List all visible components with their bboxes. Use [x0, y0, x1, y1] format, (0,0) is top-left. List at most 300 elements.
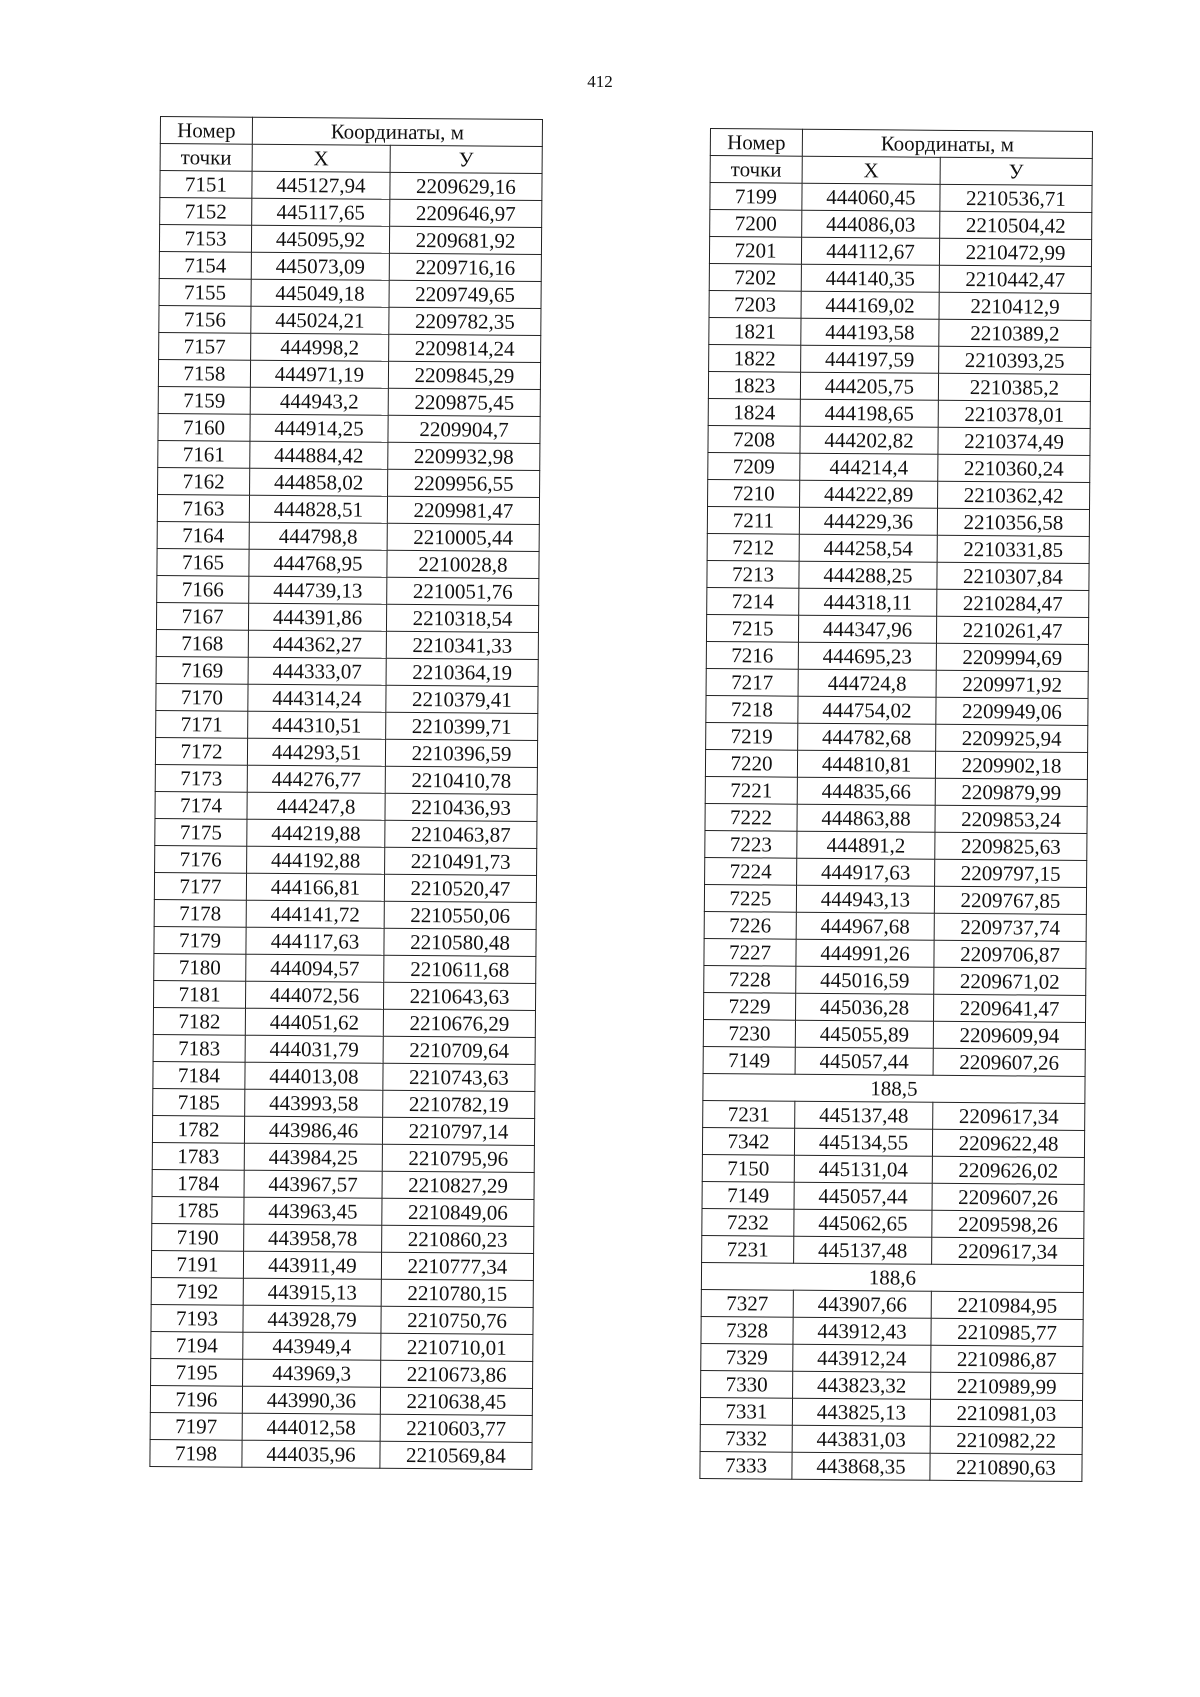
point-number-cell: 7174	[155, 791, 247, 819]
x-coordinate-cell: 444695,23	[798, 642, 936, 670]
x-header: X	[802, 156, 940, 184]
table-row	[153, 1034, 535, 1064]
x-coordinate-cell: 444214,4	[800, 453, 938, 481]
table-row	[156, 629, 538, 659]
point-number-cell: 7157	[159, 332, 251, 360]
point-number-cell: 7151	[160, 171, 252, 199]
x-coordinate-cell: 444333,07	[248, 657, 386, 685]
table-row	[703, 1100, 1085, 1130]
point-number-cell: 7328	[701, 1316, 793, 1344]
y-coordinate-cell: 2210520,47	[384, 874, 536, 902]
point-number-cell: 7217	[706, 668, 798, 696]
y-coordinate-cell: 2210284,47	[937, 589, 1089, 617]
table-row	[152, 1169, 534, 1199]
y-coordinate-cell: 2210982,22	[930, 1426, 1082, 1454]
y-coordinate-cell: 2209706,87	[934, 940, 1086, 968]
table-row	[157, 521, 539, 551]
table-row	[706, 722, 1088, 752]
y-coordinate-cell: 2209981,47	[387, 496, 539, 524]
y-coordinate-cell: 2210393,25	[939, 346, 1091, 374]
x-coordinate-cell: 444891,2	[797, 831, 935, 859]
point-number-cell: 7180	[154, 953, 246, 981]
point-number-cell: 7209	[708, 452, 800, 480]
y-coordinate-cell: 2209607,26	[932, 1183, 1084, 1211]
y-coordinate-cell: 2209737,74	[934, 913, 1086, 941]
point-number-cell: 7214	[707, 587, 799, 615]
table-row	[701, 1289, 1083, 1319]
table-row	[154, 926, 536, 956]
point-number-cell: 7164	[157, 521, 249, 549]
point-number-cell: 1782	[152, 1115, 244, 1143]
point-number-cell: 1823	[708, 371, 800, 399]
table-row	[706, 614, 1088, 644]
table-row	[706, 641, 1088, 671]
point-number-cell: 7166	[157, 575, 249, 603]
point-number-cell: 7216	[706, 641, 798, 669]
point-number-cell: 7169	[156, 656, 248, 684]
point-number-cell: 7185	[153, 1088, 245, 1116]
table-row	[158, 440, 540, 470]
table-row	[156, 683, 538, 713]
coordinates-table-left	[149, 116, 543, 1470]
y-coordinate-cell: 2209622,48	[932, 1129, 1084, 1157]
table-row	[157, 548, 539, 578]
table-row	[157, 575, 539, 605]
coordinates-header: Координаты, м	[252, 117, 542, 146]
x-coordinate-cell: 444858,02	[250, 468, 388, 496]
point-number-cell: 7327	[701, 1289, 793, 1317]
x-coordinate-cell: 443986,46	[244, 1116, 382, 1144]
point-number-cell: 7213	[707, 560, 799, 588]
table-row	[153, 1088, 535, 1118]
coordinates-table-right	[699, 128, 1093, 1482]
y-coordinate-cell: 2209716,16	[389, 253, 541, 281]
table-row	[702, 1127, 1084, 1157]
point-number-cell: 7175	[155, 818, 247, 846]
section-label: 188,5	[703, 1073, 1085, 1103]
table-row	[700, 1451, 1082, 1481]
point-number-cell: 7331	[700, 1397, 792, 1425]
x-coordinate-cell: 444192,88	[247, 846, 385, 874]
table-row	[155, 791, 537, 821]
y-coordinate-cell: 2210780,15	[381, 1279, 533, 1307]
point-number-cell: 7203	[709, 290, 801, 318]
y-coordinate-cell: 2210436,93	[385, 793, 537, 821]
table-row	[700, 1397, 1082, 1427]
point-number-header-line2: точки	[160, 144, 252, 172]
y-coordinate-cell: 2210362,42	[938, 481, 1090, 509]
point-number-cell: 7228	[704, 965, 796, 993]
y-coordinate-cell: 2209932,98	[388, 442, 540, 470]
x-coordinate-cell: 445055,89	[795, 1020, 933, 1048]
x-coordinate-cell: 444724,8	[798, 669, 936, 697]
y-coordinate-cell: 2209904,7	[388, 415, 540, 443]
y-coordinate-cell: 2210410,78	[385, 766, 537, 794]
x-coordinate-cell: 444258,54	[799, 534, 937, 562]
point-number-cell: 7163	[157, 494, 249, 522]
table-row	[704, 938, 1086, 968]
point-number-cell: 1785	[152, 1196, 244, 1224]
x-coordinate-cell: 443963,45	[244, 1197, 382, 1225]
table-row	[151, 1331, 533, 1361]
x-coordinate-cell: 444219,88	[247, 819, 385, 847]
coordinates-header: Координаты, м	[802, 129, 1092, 158]
table-row	[710, 183, 1092, 213]
y-coordinate-cell: 2210603,77	[380, 1414, 532, 1442]
x-coordinate-cell: 444112,67	[801, 237, 939, 265]
x-coordinate-cell: 445095,92	[251, 225, 389, 253]
point-number-cell: 7200	[710, 210, 802, 238]
table-row	[703, 1019, 1085, 1049]
point-number-cell: 7332	[700, 1424, 792, 1452]
point-number-cell: 7160	[158, 413, 250, 441]
table-row	[150, 1439, 532, 1469]
table-row	[709, 344, 1091, 374]
y-coordinate-cell: 2210378,01	[938, 400, 1090, 428]
x-coordinate-cell: 445049,18	[251, 279, 389, 307]
y-coordinate-cell: 2209902,18	[935, 751, 1087, 779]
table-row	[156, 602, 538, 632]
table-row	[708, 425, 1090, 455]
x-coordinate-cell: 443911,49	[243, 1251, 381, 1279]
point-number-cell: 7220	[705, 749, 797, 777]
y-coordinate-cell: 2209598,26	[932, 1210, 1084, 1238]
y-coordinate-cell: 2210569,84	[380, 1441, 532, 1469]
x-coordinate-cell: 444884,42	[250, 441, 388, 469]
x-coordinate-cell: 443949,4	[243, 1332, 381, 1360]
x-coordinate-cell: 444140,35	[801, 264, 939, 292]
table-row	[700, 1424, 1082, 1454]
table-row	[707, 533, 1089, 563]
x-coordinate-cell: 444967,68	[796, 912, 934, 940]
y-coordinate-cell: 2209609,94	[933, 1021, 1085, 1049]
table-row	[709, 290, 1091, 320]
x-coordinate-cell: 443928,79	[243, 1305, 381, 1333]
point-number-cell: 1822	[709, 344, 801, 372]
table-row	[151, 1304, 533, 1334]
point-number-cell: 7329	[701, 1343, 793, 1371]
point-number-cell: 7150	[702, 1154, 794, 1182]
x-coordinate-cell: 444117,63	[246, 927, 384, 955]
x-coordinate-cell: 444943,2	[250, 387, 388, 415]
y-coordinate-cell: 2209845,29	[388, 361, 540, 389]
y-coordinate-cell: 2210550,06	[384, 901, 536, 929]
y-coordinate-cell: 2210795,96	[382, 1144, 534, 1172]
x-coordinate-cell: 444318,11	[799, 588, 937, 616]
x-coordinate-cell: 444013,08	[245, 1062, 383, 1090]
point-number-cell: 1784	[152, 1169, 244, 1197]
y-coordinate-cell: 2209681,92	[389, 226, 541, 254]
y-coordinate-cell: 2209825,63	[935, 832, 1087, 860]
y-coordinate-cell: 2210028,8	[387, 550, 539, 578]
y-coordinate-cell: 2210797,14	[382, 1117, 534, 1145]
point-number-cell: 7182	[153, 1007, 245, 1035]
table-row	[704, 884, 1086, 914]
x-coordinate-cell: 444229,36	[799, 507, 937, 535]
y-coordinate-cell: 2209617,34	[933, 1102, 1085, 1130]
x-coordinate-cell: 444197,59	[801, 345, 939, 373]
x-coordinate-cell: 444314,24	[248, 684, 386, 712]
table-row	[154, 899, 536, 929]
table-row	[156, 656, 538, 686]
table-row	[159, 278, 541, 308]
x-coordinate-cell: 443915,13	[243, 1278, 381, 1306]
point-number-cell: 7197	[150, 1412, 242, 1440]
y-coordinate-cell: 2209797,15	[935, 859, 1087, 887]
section-row	[701, 1262, 1083, 1292]
x-coordinate-cell: 444276,77	[247, 765, 385, 793]
y-coordinate-cell: 2209875,45	[388, 388, 540, 416]
y-coordinate-cell: 2210379,41	[386, 685, 538, 713]
section-label: 188,6	[701, 1262, 1083, 1292]
y-coordinate-cell: 2210364,19	[386, 658, 538, 686]
x-coordinate-cell: 444035,96	[242, 1440, 380, 1468]
point-number-cell: 7199	[710, 183, 802, 211]
table-row	[706, 695, 1088, 725]
section-row	[703, 1073, 1085, 1103]
y-coordinate-cell: 2209814,24	[389, 334, 541, 362]
table-row	[158, 359, 540, 389]
table-row	[709, 263, 1091, 293]
y-coordinate-cell: 2210984,95	[931, 1291, 1083, 1319]
x-coordinate-cell: 444835,66	[797, 777, 935, 805]
table-row	[154, 953, 536, 983]
table-row	[152, 1142, 534, 1172]
point-number-cell: 1824	[708, 398, 800, 426]
x-coordinate-cell: 444060,45	[802, 183, 940, 211]
point-number-cell: 7232	[702, 1208, 794, 1236]
y-coordinate-cell: 2210709,64	[383, 1036, 535, 1064]
x-coordinate-cell: 445073,09	[251, 252, 389, 280]
y-coordinate-cell: 2210261,47	[936, 616, 1088, 644]
point-number-cell: 7161	[158, 440, 250, 468]
point-number-cell: 7181	[153, 980, 245, 1008]
point-number-cell: 7212	[707, 533, 799, 561]
point-number-cell: 7184	[153, 1061, 245, 1089]
table-row	[159, 305, 541, 335]
y-coordinate-cell: 2210676,29	[383, 1009, 535, 1037]
y-header: У	[940, 157, 1092, 185]
point-number-cell: 7190	[152, 1223, 244, 1251]
point-number-cell: 7178	[154, 899, 246, 927]
table-row	[151, 1358, 533, 1388]
table-row	[159, 225, 541, 255]
y-coordinate-cell: 2209646,97	[390, 199, 542, 227]
x-coordinate-cell: 444991,26	[796, 939, 934, 967]
point-number-cell: 7330	[701, 1370, 793, 1398]
x-coordinate-cell: 444362,27	[248, 630, 386, 658]
y-coordinate-cell: 2210981,03	[930, 1399, 1082, 1427]
y-coordinate-cell: 2209671,02	[934, 967, 1086, 995]
point-number-cell: 7202	[709, 263, 801, 291]
y-coordinate-cell: 2210396,59	[385, 739, 537, 767]
y-coordinate-cell: 2210782,19	[383, 1090, 535, 1118]
point-number-cell: 7226	[704, 911, 796, 939]
point-number-cell: 7196	[150, 1385, 242, 1413]
table-row	[158, 386, 540, 416]
table-row	[156, 710, 538, 740]
x-coordinate-cell: 444914,25	[250, 414, 388, 442]
point-number-cell: 7179	[154, 926, 246, 954]
x-coordinate-cell: 445024,21	[251, 306, 389, 334]
table-row	[704, 965, 1086, 995]
y-coordinate-cell: 2210638,45	[380, 1387, 532, 1415]
point-number-cell: 7159	[158, 386, 250, 414]
point-number-cell: 7195	[151, 1358, 243, 1386]
x-coordinate-cell: 443984,25	[244, 1143, 382, 1171]
point-number-cell: 7177	[154, 872, 246, 900]
x-coordinate-cell: 444202,82	[800, 426, 938, 454]
y-coordinate-cell: 2209956,55	[388, 469, 540, 497]
x-coordinate-cell: 445057,44	[795, 1047, 933, 1075]
point-number-cell: 7224	[705, 857, 797, 885]
y-coordinate-cell: 2210989,99	[931, 1372, 1083, 1400]
table-row	[705, 776, 1087, 806]
point-number-cell: 7229	[703, 992, 795, 1020]
point-number-cell: 7152	[160, 198, 252, 226]
x-coordinate-cell: 444828,51	[249, 495, 387, 523]
x-coordinate-cell: 444917,63	[797, 858, 935, 886]
x-coordinate-cell: 444293,51	[247, 738, 385, 766]
x-coordinate-cell: 444347,96	[798, 615, 936, 643]
y-coordinate-cell: 2209767,85	[934, 886, 1086, 914]
table-row	[160, 198, 542, 228]
table-row	[705, 803, 1087, 833]
table-row	[702, 1181, 1084, 1211]
table-row	[710, 210, 1092, 240]
page-number: 412	[587, 72, 613, 91]
point-number-cell: 7154	[159, 251, 251, 279]
x-coordinate-cell: 445057,44	[794, 1182, 932, 1210]
x-coordinate-cell: 444310,51	[248, 711, 386, 739]
y-coordinate-cell: 2210389,2	[939, 319, 1091, 347]
x-coordinate-cell: 443993,58	[245, 1089, 383, 1117]
x-coordinate-cell: 443969,3	[243, 1359, 381, 1387]
y-coordinate-cell: 2210356,58	[937, 508, 1089, 536]
table-row	[707, 587, 1089, 617]
point-number-cell: 7170	[156, 683, 248, 711]
y-coordinate-cell: 2210777,34	[381, 1252, 533, 1280]
x-coordinate-cell: 444031,79	[245, 1035, 383, 1063]
y-coordinate-cell: 2210580,48	[384, 928, 536, 956]
point-number-cell: 7192	[151, 1277, 243, 1305]
point-number-cell: 7183	[153, 1034, 245, 1062]
table-row	[157, 494, 539, 524]
y-coordinate-cell: 2209607,26	[933, 1048, 1085, 1076]
y-coordinate-cell: 2210472,99	[939, 238, 1091, 266]
y-coordinate-cell: 2210463,87	[385, 820, 537, 848]
x-coordinate-cell: 444012,58	[242, 1413, 380, 1441]
table-row	[153, 1007, 535, 1037]
x-coordinate-cell: 443967,57	[244, 1170, 382, 1198]
x-header: X	[252, 144, 390, 172]
point-number-cell: 7211	[707, 506, 799, 534]
table-row	[702, 1154, 1084, 1184]
x-coordinate-cell: 445134,55	[794, 1128, 932, 1156]
x-coordinate-cell: 443823,32	[793, 1371, 931, 1399]
table-row	[158, 467, 540, 497]
x-coordinate-cell: 444198,65	[800, 399, 938, 427]
x-coordinate-cell: 444072,56	[245, 981, 383, 1009]
y-coordinate-cell: 2210985,77	[931, 1318, 1083, 1346]
point-number-cell: 1783	[152, 1142, 244, 1170]
x-coordinate-cell: 443825,13	[792, 1398, 930, 1426]
y-coordinate-cell: 2210051,76	[387, 577, 539, 605]
point-number-cell: 7165	[157, 548, 249, 576]
y-coordinate-cell: 2210710,01	[381, 1333, 533, 1361]
table-row	[159, 251, 541, 281]
y-coordinate-cell: 2210743,63	[383, 1063, 535, 1091]
y-coordinate-cell: 2210491,73	[385, 847, 537, 875]
x-coordinate-cell: 444863,88	[797, 804, 935, 832]
point-number-cell: 7158	[158, 359, 250, 387]
y-coordinate-cell: 2210849,06	[382, 1198, 534, 1226]
y-coordinate-cell: 2210860,23	[382, 1225, 534, 1253]
y-coordinate-cell: 2210442,47	[939, 265, 1091, 293]
table-row	[150, 1385, 532, 1415]
table-row	[155, 737, 537, 767]
y-coordinate-cell: 2210536,71	[940, 184, 1092, 212]
point-number-cell: 7208	[708, 425, 800, 453]
point-number-cell: 7342	[702, 1127, 794, 1155]
x-coordinate-cell: 444247,8	[247, 792, 385, 820]
y-coordinate-cell: 2210374,49	[938, 427, 1090, 455]
table-row	[159, 332, 541, 362]
table-row	[705, 857, 1087, 887]
table-row	[703, 1046, 1085, 1076]
point-number-cell: 7168	[156, 629, 248, 657]
x-coordinate-cell: 445131,04	[794, 1155, 932, 1183]
point-number-cell: 7231	[703, 1100, 795, 1128]
x-coordinate-cell: 445137,48	[794, 1236, 932, 1264]
y-coordinate-cell: 2210385,2	[938, 373, 1090, 401]
table-row	[708, 371, 1090, 401]
table-row	[702, 1235, 1084, 1265]
x-coordinate-cell: 445036,28	[795, 993, 933, 1021]
point-number-cell: 7155	[159, 278, 251, 306]
table-row	[153, 1061, 535, 1091]
y-coordinate-cell: 2209617,34	[932, 1237, 1084, 1265]
table-row	[708, 452, 1090, 482]
x-coordinate-cell: 444086,03	[802, 210, 940, 238]
table-row	[150, 1412, 532, 1442]
x-coordinate-cell: 444998,2	[251, 333, 389, 361]
y-coordinate-cell: 2209994,69	[936, 643, 1088, 671]
point-number-cell: 7227	[704, 938, 796, 966]
y-coordinate-cell: 2210611,68	[384, 955, 536, 983]
y-coordinate-cell: 2209879,99	[935, 778, 1087, 806]
point-number-cell: 7149	[703, 1046, 795, 1074]
x-coordinate-cell: 445016,59	[796, 966, 934, 994]
table-row	[703, 992, 1085, 1022]
point-number-cell: 7156	[159, 305, 251, 333]
table-row	[152, 1115, 534, 1145]
point-number-cell: 7223	[705, 830, 797, 858]
x-coordinate-cell: 444768,95	[249, 549, 387, 577]
y-coordinate-cell: 2210750,76	[381, 1306, 533, 1334]
point-number-cell: 7173	[155, 764, 247, 792]
x-coordinate-cell: 444205,75	[800, 372, 938, 400]
x-coordinate-cell: 443912,43	[793, 1317, 931, 1345]
table-row	[152, 1223, 534, 1253]
x-coordinate-cell: 444782,68	[798, 723, 936, 751]
x-coordinate-cell: 443990,36	[242, 1386, 380, 1414]
y-header: У	[390, 145, 542, 173]
y-coordinate-cell: 2209971,92	[936, 670, 1088, 698]
point-number-cell: 7201	[709, 237, 801, 265]
y-coordinate-cell: 2210341,33	[386, 631, 538, 659]
point-number-cell: 7162	[158, 467, 250, 495]
